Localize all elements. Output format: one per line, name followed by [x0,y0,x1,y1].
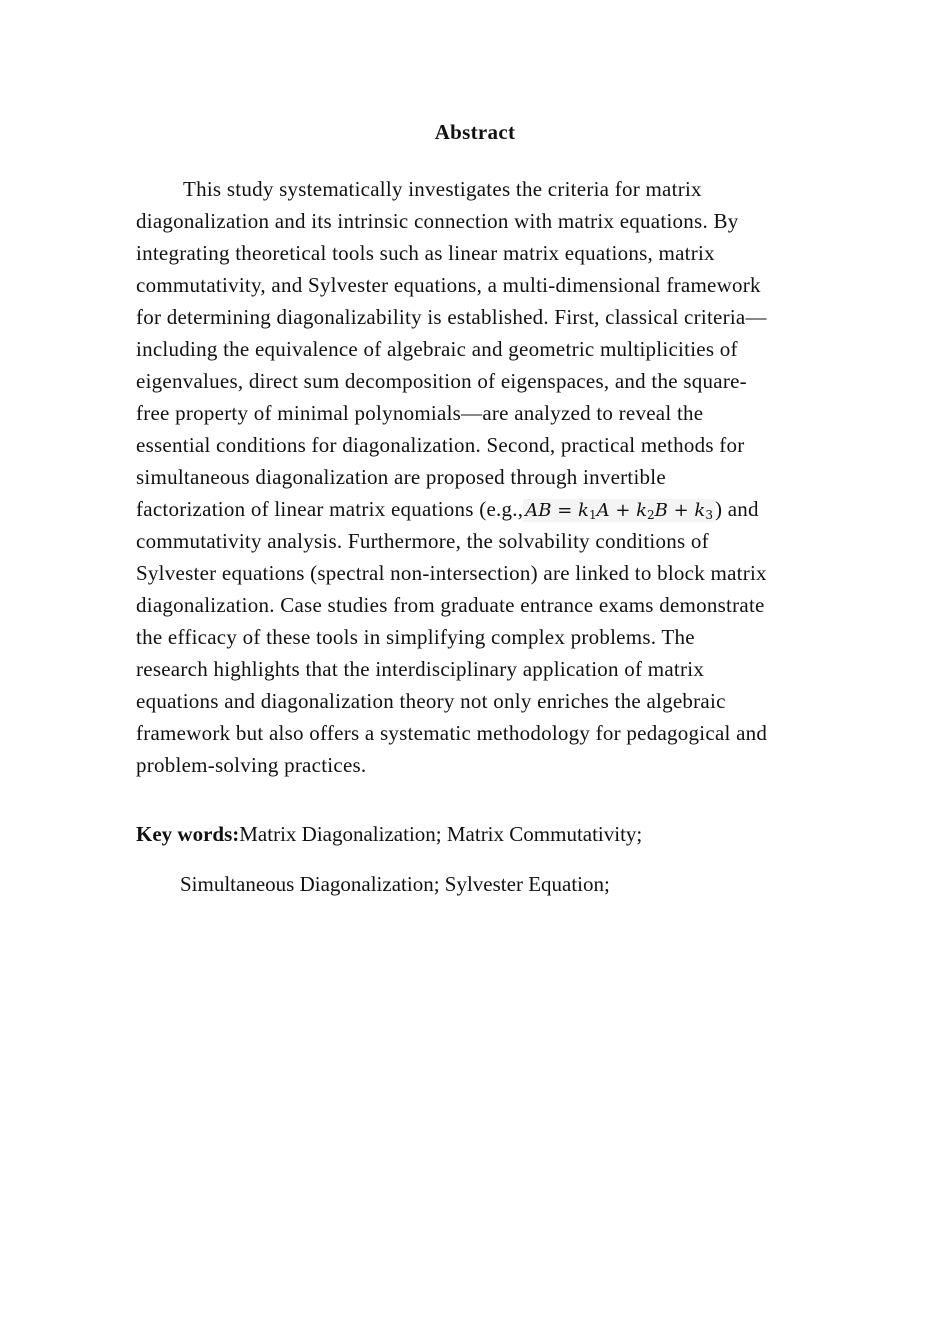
equation-subscript: 2 [647,508,655,522]
equation-part: A + k [596,500,648,521]
equation-part: B + k [654,500,706,521]
abstract-line: diagonalization and its intrinsic connection with matrix equations. By [136,209,739,233]
keywords-line-2: Simultaneous Diagonalization; Sylvester Equation; [180,872,610,896]
abstract-line: commutativity, and Sylvester equations, a multi-dimensional framework [136,273,761,297]
keywords-text: Matrix Diagonalization; Matrix Commutativity; [239,822,643,846]
abstract-title: Abstract [434,120,516,144]
abstract-line: integrating theoretical tools such as linear matrix equations, matrix [136,241,715,265]
equation-prefix-text: factorization of linear matrix equations (e.g., [136,497,524,521]
abstract-line: eigenvalues, direct sum decomposition of eigenspaces, and the square- [136,369,747,393]
inline-equation [523,499,715,522]
abstract-line: including the equivalence of algebraic and geometric multiplicities of [136,337,738,361]
abstract-body [136,173,856,781]
abstract-line: simultaneous diagonalization are proposed through invertible [136,465,666,489]
abstract-line: free property of minimal polynomials—are analyzed to reveal the [136,401,704,425]
abstract-line: essential conditions for diagonalization. Second, practical methods for [136,433,745,457]
abstract-line: This study systematically investigates the criteria for matrix [183,177,702,201]
abstract-line-with-equation [136,493,856,525]
abstract-line: the efficacy of these tools in simplifying complex problems. The [136,625,695,649]
abstract-line: framework but also offers a systematic methodology for pedagogical and [136,721,768,745]
equation-suffix-text: ) and [714,497,759,521]
equation-subscript: 3 [705,508,713,522]
abstract-line: for determining diagonalizability is established. First, classical criteria— [136,305,767,329]
abstract-line: research highlights that the interdisciplinary application of matrix [136,657,705,681]
equation-part: AB = k [525,500,589,521]
abstract-line: Sylvester equations (spectral non-intersection) are linked to block matrix [136,561,767,585]
abstract-line: equations and diagonalization theory not only enriches the algebraic [136,689,726,713]
keywords-line-1 [136,820,642,848]
equation-subscript: 1 [588,508,597,522]
keywords-label: Key words: [136,822,240,846]
abstract-line: diagonalization. Case studies from graduate entrance exams demonstrate [136,593,765,617]
abstract-line: commutativity analysis. Furthermore, the solvability conditions of [136,529,709,553]
abstract-line: problem-solving practices. [136,753,367,777]
